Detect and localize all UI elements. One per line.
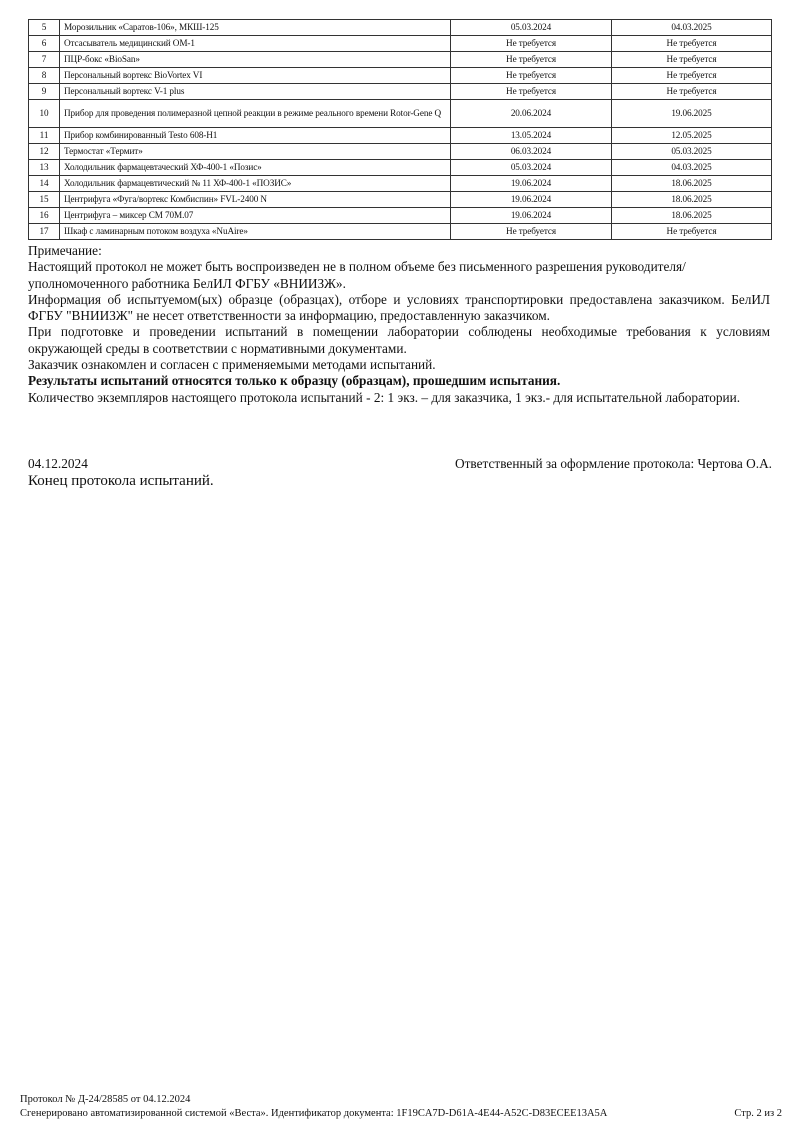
table-row (29, 84, 772, 100)
row-number: 5 (29, 20, 60, 36)
equipment-table (28, 19, 772, 240)
notes-heading: Примечание: (28, 243, 102, 258)
note-reproduction: Настоящий протокол не может быть воспроизведен не в полном объеме без письменного разрешения руководителя/уполномоченного работника БелИЛ ФГБУ «ВНИИЗЖ». (28, 259, 686, 291)
date-from: Не требуется (451, 224, 612, 240)
table-row (29, 192, 772, 208)
equipment-name: Персональный вортекс V-1 plus (60, 84, 451, 100)
row-number: 13 (29, 160, 60, 176)
end-of-protocol: Конец протокола испытаний. (28, 473, 214, 489)
date-to: Не требуется (612, 36, 772, 52)
row-number: 16 (29, 208, 60, 224)
signature-date: 04.12.2024 (28, 456, 88, 471)
date-from: 19.06.2024 (451, 208, 612, 224)
row-number: 17 (29, 224, 60, 240)
date-to: 19.06.2025 (612, 100, 772, 128)
page-number: Стр. 2 из 2 (734, 1108, 782, 1119)
row-number: 15 (29, 192, 60, 208)
date-from: 19.06.2024 (451, 192, 612, 208)
equipment-name: Центрифуга – миксер СМ 70М.07 (60, 208, 451, 224)
date-from: Не требуется (451, 36, 612, 52)
date-to: 04.03.2025 (612, 20, 772, 36)
date-from: 13.05.2024 (451, 128, 612, 144)
date-from: 19.06.2024 (451, 176, 612, 192)
table-row (29, 100, 772, 128)
equipment-name: Холодильник фармацевтаческий ХФ-400-1 «Позис» (60, 160, 451, 176)
note-sample-info: Информация об испытуемом(ых) образце (образцах), отборе и условиях транспортировки предоставлена заказчиком. БелИЛ ФГБУ "ВНИИЗЖ" не несет ответственности за информацию, предоставленную заказчиком. (28, 291, 770, 324)
date-to: 18.06.2025 (612, 176, 772, 192)
date-from: 05.03.2024 (451, 160, 612, 176)
date-to: Не требуется (612, 68, 772, 84)
table-row (29, 208, 772, 224)
table-row (29, 128, 772, 144)
table-row (29, 160, 772, 176)
date-to: Не требуется (612, 224, 772, 240)
table-row (29, 36, 772, 52)
date-to: Не требуется (612, 52, 772, 68)
row-number: 9 (29, 84, 60, 100)
responsible-person: Ответственный за оформление протокола: Чертова О.А. (455, 456, 772, 471)
notes-section (28, 243, 770, 406)
date-from: 05.03.2024 (451, 20, 612, 36)
note-environment: При подготовке и проведении испытаний в помещении лаборатории соблюдены необходимые требования к условиям окружающей среды в соответствии с нормативными документами. (28, 324, 770, 356)
equipment-name: Персональный вортекс BioVortex VI (60, 68, 451, 84)
row-number: 7 (29, 52, 60, 68)
table-row (29, 20, 772, 36)
row-number: 8 (29, 68, 60, 84)
table-row (29, 68, 772, 84)
note-copies: Количество экземпляров настоящего протокола испытаний - 2: 1 экз. – для заказчика, 1 экз.- для испытательной лаборатории. (28, 389, 741, 405)
date-to: Не требуется (612, 84, 772, 100)
date-from: Не требуется (451, 68, 612, 84)
date-to: 18.06.2025 (612, 192, 772, 208)
row-number: 11 (29, 128, 60, 144)
equipment-name: Центрифуга «Фуга/вортекс Комбиспин» FVL-2400 N (60, 192, 451, 208)
equipment-name: Термостат «Термит» (60, 144, 451, 160)
note-methods: Заказчик ознакомлен и согласен с применяемыми методами испытаний. (28, 357, 436, 373)
table-row (29, 144, 772, 160)
equipment-name: Прибор комбинированный Testo 608-H1 (60, 128, 451, 144)
date-from: Не требуется (451, 84, 612, 100)
table-row (29, 176, 772, 192)
footer-protocol-number: Протокол № Д-24/28585 от 04.12.2024 (20, 1094, 191, 1105)
row-number: 10 (29, 100, 60, 128)
date-to: 05.03.2025 (612, 144, 772, 160)
row-number: 12 (29, 144, 60, 160)
note-results-scope: Результаты испытаний относятся только к образцу (образцам), прошедшим испытания. (28, 373, 561, 389)
table-row (29, 224, 772, 240)
date-to: 18.06.2025 (612, 208, 772, 224)
date-from: 20.06.2024 (451, 100, 612, 128)
row-number: 14 (29, 176, 60, 192)
equipment-name: Шкаф с ламинарным потоком воздуха «NuAire» (60, 224, 451, 240)
footer-generated-by: Сгенерировано автоматизированной системой «Веста». Идентификатор документа: 1F19CA7D-D61A-4E44-A52C-D83ECEE13A5A (20, 1108, 608, 1119)
date-from: 06.03.2024 (451, 144, 612, 160)
date-from: Не требуется (451, 52, 612, 68)
table-row (29, 52, 772, 68)
date-to: 12.05.2025 (612, 128, 772, 144)
equipment-name: ПЦР-бокс «BioSan» (60, 52, 451, 68)
equipment-name: Прибор для проведения полимеразной цепной реакции в режиме реального времени Rotor-Gene Q (60, 100, 451, 128)
equipment-name: Морозильник «Саратов-106», МКШ-125 (60, 20, 451, 36)
date-to: 04.03.2025 (612, 160, 772, 176)
equipment-name: Холодильник фармацевтический № 11 ХФ-400-1 «ПОЗИС» (60, 176, 451, 192)
equipment-name: Отсасыватель медицинский ОМ-1 (60, 36, 451, 52)
row-number: 6 (29, 36, 60, 52)
